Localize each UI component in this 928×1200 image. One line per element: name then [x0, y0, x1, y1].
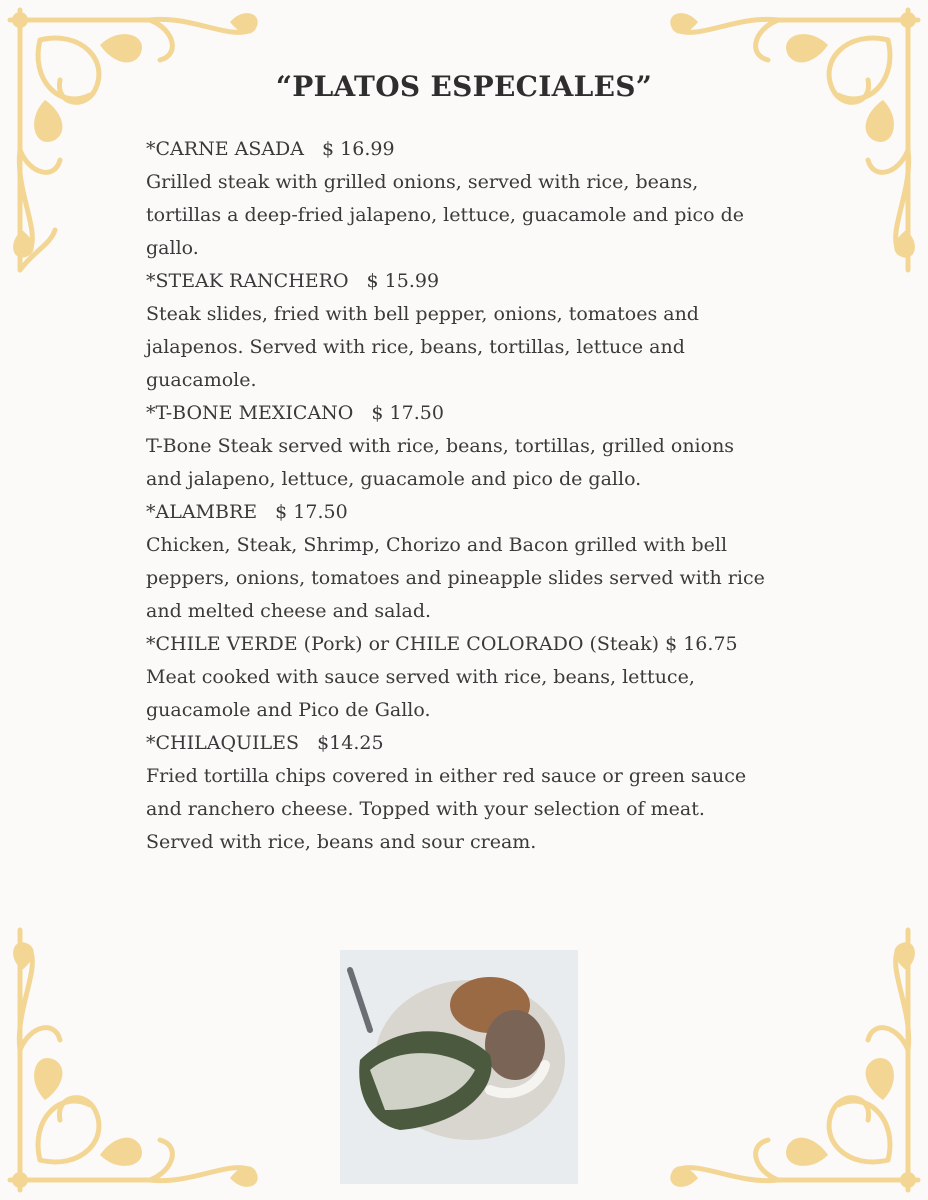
item-description: Fried tortilla chips covered in either red sauce or green sauce and ranchero cheese. Topped with your selection of meat. Served with rice, beans and sour cream. [146, 765, 747, 853]
item-description: Meat cooked with sauce served with rice, beans, lettuce, guacamole and Pico de Gallo. [146, 666, 695, 721]
item-description: Steak slides, fried with bell pepper, onions, tomatoes and jalapenos. Served with rice, beans, tortillas, lettuce and guacamole. [146, 303, 699, 391]
item-price: $ 17.50 [371, 402, 444, 424]
item-name: *ALAMBRE [146, 501, 258, 523]
item-name: *T-BONE MEXICANO [146, 402, 354, 424]
item-description: Grilled steak with grilled onions, served with rice, beans, tortillas a deep-fried jalapeno, lettuce, guacamole and pico de gallo. [146, 171, 744, 259]
item-heading [146, 628, 766, 661]
menu-item-t-bone-mexicano [146, 397, 766, 496]
item-price: $ 15.99 [366, 270, 440, 292]
item-heading [146, 727, 766, 760]
item-name: *CHILE VERDE (Pork) or CHILE COLORADO (Steak) [146, 633, 660, 655]
menu-item-chile-verde-colorado [146, 628, 766, 727]
menu-item-chilaquiles [146, 727, 766, 859]
item-heading [146, 397, 766, 430]
item-heading [146, 265, 766, 298]
page-title: “PLATOS ESPECIALES” [275, 70, 653, 103]
item-heading [146, 496, 766, 529]
item-price: $14.25 [317, 732, 384, 754]
menu-item-carne-asada [146, 133, 766, 265]
item-description: Chicken, Steak, Shrimp, Chorizo and Bacon grilled with bell peppers, onions, tomatoes and pineapple slides served with rice and melted cheese and salad. [146, 534, 765, 622]
item-heading [146, 133, 766, 166]
food-photo [340, 950, 578, 1184]
menu-list [146, 133, 766, 859]
item-description: T-Bone Steak served with rice, beans, tortillas, grilled onions and jalapeno, lettuce, guacamole and pico de gallo. [146, 435, 735, 490]
item-price: $ 17.50 [275, 501, 348, 523]
ornament-corner-bottom-right [628, 900, 928, 1200]
menu-item-alambre [146, 496, 766, 628]
ornament-corner-bottom-left [0, 900, 300, 1200]
item-name: *CARNE ASADA [146, 138, 305, 160]
item-name: *STEAK RANCHERO [146, 270, 349, 292]
item-price: $ 16.75 [665, 633, 738, 655]
item-price: $ 16.99 [322, 138, 395, 160]
item-name: *CHILAQUILES [146, 732, 300, 754]
menu-item-steak-ranchero [146, 265, 766, 397]
